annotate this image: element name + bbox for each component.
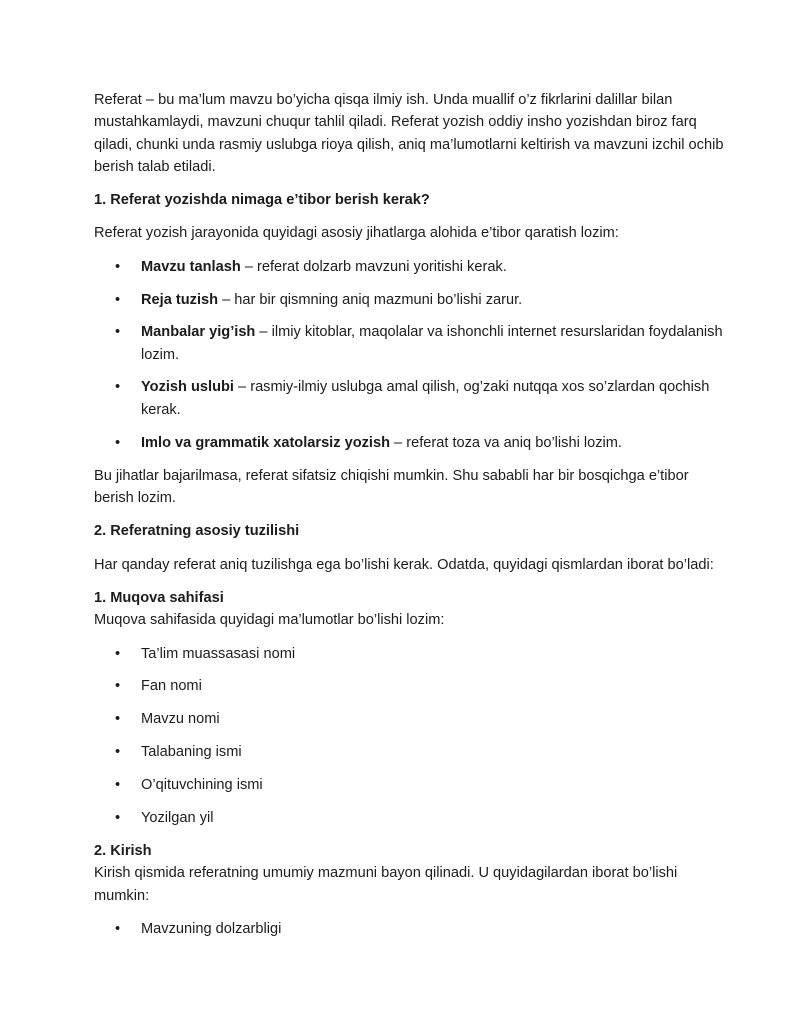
list-item: [94, 918, 724, 940]
list-item-text: – har bir qismning aniq mazmuni bo’lishi zarur.: [218, 291, 523, 308]
list-item: [94, 774, 724, 796]
list-item: [94, 741, 724, 763]
bullet-icon: •: [115, 324, 121, 341]
part-2-lead: Kirish qismida referatning umumiy mazmuni bayon qilinadi. U quyidagilardan iborat bo’lishi mumkin:: [94, 865, 678, 904]
bullet-icon: •: [115, 379, 121, 396]
bullet-icon: •: [115, 678, 121, 695]
part-1-list: [94, 643, 724, 829]
list-item: [94, 708, 724, 730]
list-item-text: – ilmiy kitoblar, maqolalar va ishonchli internet resurslaridan foydalanish lozim.: [141, 324, 723, 363]
section-1-closing: Bu jihatlar bajarilmasa, referat sifatsiz chiqishi mumkin. Shu sababli har bir bosqichga e’tibor berish lozim.: [94, 467, 689, 507]
bullet-icon: •: [115, 711, 121, 728]
section-1-list: [94, 256, 724, 454]
list-item-text: Mavzu nomi: [141, 711, 220, 728]
list-item-text: – referat dolzarb mavzuni yoritishi kerak.: [240, 258, 507, 275]
list-item-text: – rasmiy-ilmiy uslubga amal qilish, og’zaki nutqqa xos so’zlardan qochish kerak.: [141, 379, 710, 418]
intro-paragraph: Referat – bu ma’lum mavzu bo’yicha qisqa ilmiy ish. Unda muallif o’z fikrlarini dalillar bilan mustahkamlaydi, mavzuni chuqur tahlil qiladi. Referat yozish oddiy insho yozishdan biroz farq qiladi, chunki unda rasmiy uslubga rioya qilish, aniq ma’lumotlarni keltirish va mavzuni izchil ochib berish talab etiladi.: [94, 92, 724, 175]
list-item-text: Yozilgan yil: [141, 809, 214, 826]
bullet-icon: •: [115, 809, 121, 826]
list-item-term: Yozish uslubi: [141, 379, 234, 396]
bullet-icon: •: [115, 434, 121, 451]
list-item-term: Manbalar yig’ish: [141, 324, 256, 341]
section-1-heading: 1. Referat yozishda nimaga e’tibor berish kerak?: [94, 192, 430, 209]
bullet-icon: •: [115, 776, 121, 793]
list-item-text: – referat toza va aniq bo’lishi lozim.: [390, 434, 622, 451]
part-1-heading: 1. Muqova sahifasi: [94, 590, 224, 607]
part-1-lead: Muqova sahifasida quyidagi ma’lumotlar bo’lishi lozim:: [94, 612, 445, 629]
bullet-icon: •: [115, 920, 121, 937]
list-item-text: Ta’lim muassasasi nomi: [141, 645, 296, 662]
list-item: [94, 376, 724, 421]
list-item-term: Mavzu tanlash: [141, 258, 241, 275]
bullet-icon: •: [115, 645, 121, 662]
list-item: [94, 321, 724, 366]
list-item: [94, 289, 724, 311]
part-2-heading: 2. Kirish: [94, 842, 152, 859]
list-item-term: Imlo va grammatik xatolarsiz yozish: [141, 434, 390, 451]
list-item-text: Fan nomi: [141, 678, 202, 695]
list-item-text: Talabaning ismi: [141, 744, 242, 761]
list-item: [94, 675, 724, 697]
document-page: [94, 89, 724, 951]
list-item-term: Reja tuzish: [141, 291, 219, 308]
bullet-icon: •: [115, 291, 121, 308]
section-2-heading: 2. Referatning asosiy tuzilishi: [94, 523, 300, 540]
list-item-text: O’qituvchining ismi: [141, 776, 263, 793]
list-item: [94, 256, 724, 278]
list-item: [94, 807, 724, 829]
part-2-list: [94, 918, 724, 940]
list-item-text: Mavzuning dolzarbligi: [141, 920, 282, 937]
bullet-icon: •: [115, 744, 121, 761]
list-item: [94, 643, 724, 665]
bullet-icon: •: [115, 258, 121, 275]
section-2-lead: Har qanday referat aniq tuzilishga ega bo’lishi kerak. Odatda, quyidagi qismlardan iborat bo’ladi:: [94, 556, 714, 573]
list-item: [94, 432, 724, 454]
section-1-lead: Referat yozish jarayonida quyidagi asosiy jihatlarga alohida e’tibor qaratish lozim:: [94, 225, 619, 242]
